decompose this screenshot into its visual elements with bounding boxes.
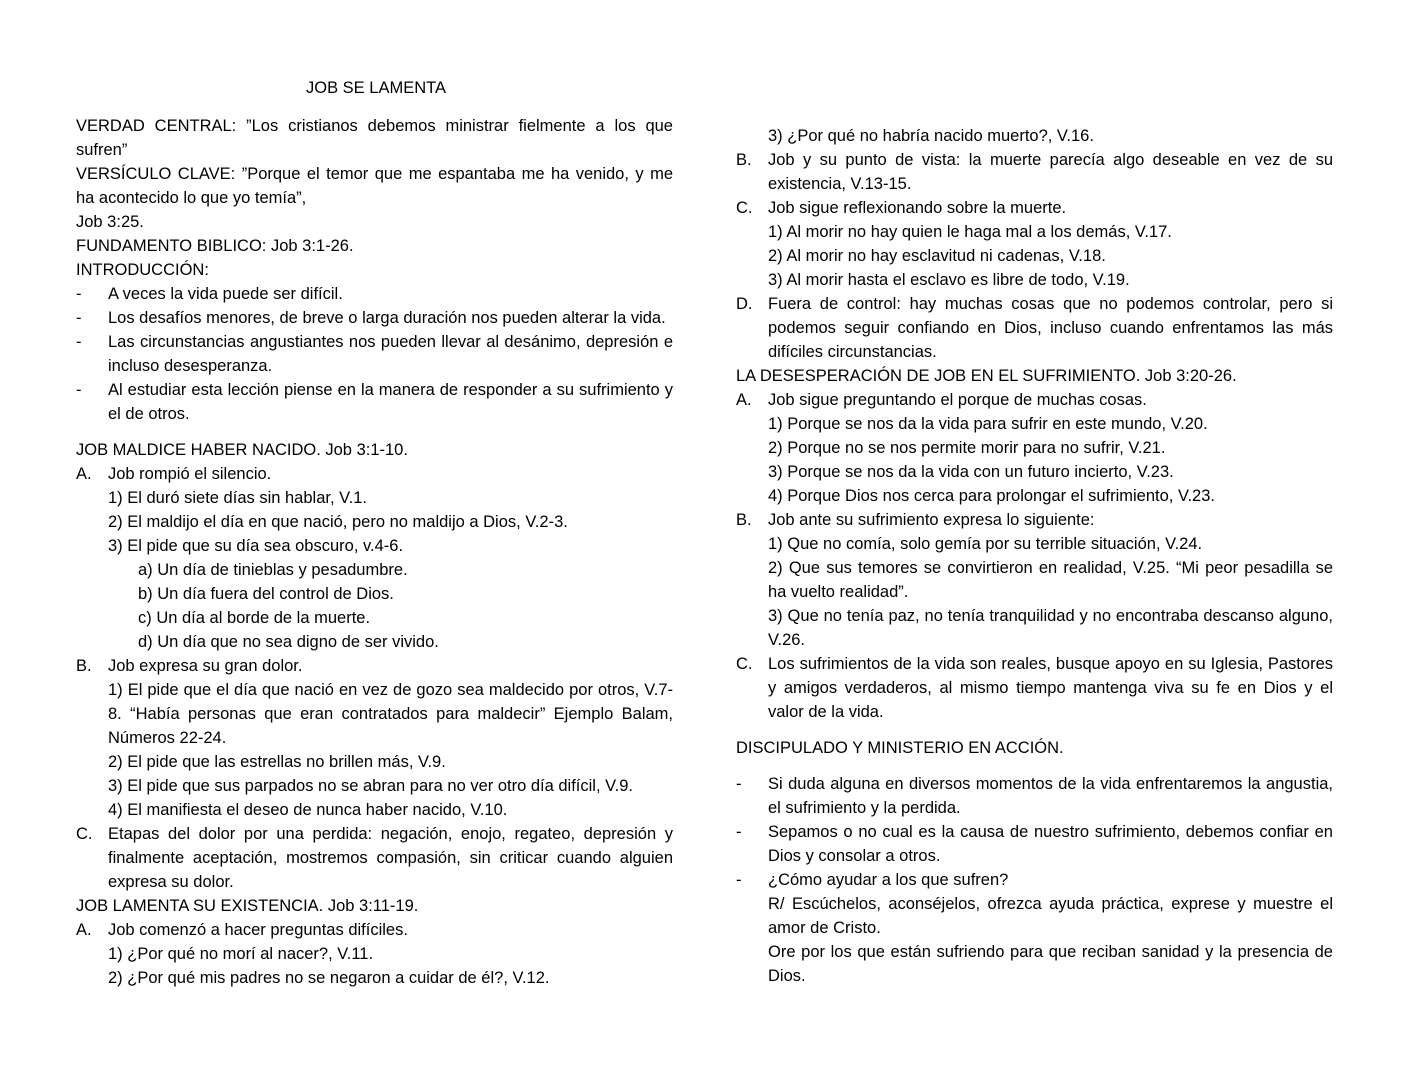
left-column: [76, 114, 673, 990]
section-heading: DISCIPULADO Y MINISTERIO EN ACCIÓN.: [736, 739, 1064, 757]
list-subitem: 4) Porque Dios nos cerca para prolongar el sufrimiento, V.23.: [768, 487, 1215, 505]
biblical-foundation: FUNDAMENTO BIBLICO: Job 3:1-26.: [76, 237, 354, 255]
list-subsubitem: a) Un día de tinieblas y pesadumbre.: [138, 561, 408, 579]
section-heading: LA DESESPERACIÓN DE JOB EN EL SUFRIMIENTO. Job 3:20-26.: [736, 367, 1237, 385]
list-item: A. Job comenzó a hacer preguntas difíciles.: [76, 921, 408, 939]
list-subitem: 3) Al morir hasta el esclavo es libre de todo, V.19.: [768, 271, 1130, 289]
list-subitem: 2) Al morir no hay esclavitud ni cadenas, V.18.: [768, 247, 1106, 265]
document-title: JOB SE LAMENTA: [306, 79, 446, 97]
central-truth: VERDAD CENTRAL: ”Los cristianos debemos ministrar fielmente a los que sufren”: [76, 117, 673, 159]
list-item: A. Job sigue preguntando el porque de muchas cosas.: [736, 391, 1147, 409]
list-subsubitem: b) Un día fuera del control de Dios.: [138, 585, 394, 603]
list-item: C. Job sigue reflexionando sobre la muerte.: [736, 199, 1067, 217]
list-item: B. Job ante su sufrimiento expresa lo siguiente:: [736, 511, 1095, 529]
list-subitem: 1) ¿Por qué no morí al nacer?, V.11.: [108, 945, 374, 963]
list-item: B. Job expresa su gran dolor.: [76, 657, 303, 675]
list-item: B. Job y su punto de vista: la muerte parecía algo deseable en vez de su existencia, V.13-15.: [736, 151, 1333, 193]
list-subitem: 1) Porque se nos da la vida para sufrir en este mundo, V.20.: [768, 415, 1208, 433]
list-subsubitem: d) Un día que no sea digno de ser vivido.: [138, 633, 439, 651]
list-subitem: 2) El maldijo el día en que nació, pero no maldijo a Dios, V.2-3.: [108, 513, 568, 531]
list-item: - Al estudiar esta lección piense en la manera de responder a su sufrimiento y el de otros.: [76, 381, 673, 423]
list-subitem: 2) Que sus temores se convirtieron en realidad, V.25. “Mi peor pesadilla se ha vuelto realidad”.: [768, 559, 1333, 601]
list-subitem: 3) El pide que su día sea obscuro, v.4-6.: [108, 537, 404, 555]
list-item: - Sepamos o no cual es la causa de nuestro sufrimiento, debemos confiar en Dios y consolar a otros.: [736, 823, 1333, 865]
list-subitem: 1) Al morir no hay quien le haga mal a los demás, V.17.: [768, 223, 1172, 241]
key-verse: VERSÍCULO CLAVE: ”Porque el temor que me espantaba me ha venido, y me ha acontecido lo que yo temía”,: [76, 165, 673, 207]
list-subitem: 3) El pide que sus parpados no se abran para no ver otro día difícil, V.9.: [108, 777, 633, 795]
list-item: A. Job rompió el silencio.: [76, 465, 272, 483]
list-item: C. Etapas del dolor por una perdida: negación, enojo, regateo, depresión y finalmente aceptación, mostremos compasión, sin criticar cuando alguien expresa su dolor.: [76, 825, 673, 891]
section-heading: JOB LAMENTA SU EXISTENCIA. Job 3:11-19.: [76, 897, 419, 915]
list-item: - ¿Cómo ayudar a los que sufren?: [736, 871, 1009, 889]
list-subitem: 4) El manifiesta el deseo de nunca haber nacido, V.10.: [108, 801, 508, 819]
list-subitem: 2) ¿Por qué mis padres no se negaron a cuidar de él?, V.12.: [108, 969, 550, 987]
list-subitem: 1) El duró siete días sin hablar, V.1.: [108, 489, 367, 507]
list-item: - A veces la vida puede ser difícil.: [76, 285, 343, 303]
list-item: C. Los sufrimientos de la vida son reales, busque apoyo en su Iglesia, Pastores y amigos verdaderos, al mismo tiempo mantenga viva su fe en Dios y el valor de la vida.: [736, 655, 1333, 721]
list-subsubitem: c) Un día al borde de la muerte.: [138, 609, 371, 627]
list-subitem: 2) El pide que las estrellas no brillen más, V.9.: [108, 753, 446, 771]
list-subitem: 3) Porque se nos da la vida con un futuro incierto, V.23.: [768, 463, 1174, 481]
prayer-text: Ore por los que están sufriendo para que reciban sanidad y la presencia de Dios.: [768, 943, 1333, 985]
answer-text: R/ Escúchelos, aconséjelos, ofrezca ayuda práctica, exprese y muestre el amor de Cristo.: [768, 895, 1333, 937]
section-heading: JOB MALDICE HABER NACIDO. Job 3:1-10.: [76, 441, 408, 459]
list-subitem: 3) Que no tenía paz, no tenía tranquilidad y no encontraba descanso alguno, V.26.: [768, 607, 1333, 649]
introduction-heading: INTRODUCCIÓN:: [76, 261, 209, 279]
list-subitem: 3) ¿Por qué no habría nacido muerto?, V.16.: [768, 127, 1094, 145]
list-item: - Las circunstancias angustiantes nos pueden llevar al desánimo, depresión e incluso desesperanza.: [76, 333, 673, 375]
list-item: - Si duda alguna en diversos momentos de la vida enfrentaremos la angustia, el sufrimiento y la perdida.: [736, 775, 1333, 817]
list-item: - Los desafíos menores, de breve o larga duración nos pueden alterar la vida.: [76, 309, 666, 327]
list-subitem: 1) El pide que el día que nació en vez de gozo sea maldecido por otros, V.7-8. “Había personas que eran contratados para maldecir” Ejemplo Balam, Números 22-24.: [108, 681, 673, 747]
list-subitem: 2) Porque no se nos permite morir para no sufrir, V.21.: [768, 439, 1166, 457]
key-verse-reference: Job 3:25.: [76, 213, 144, 231]
list-subitem: 1) Que no comía, solo gemía por su terrible situación, V.24.: [768, 535, 1203, 553]
list-item: D. Fuera de control: hay muchas cosas que no podemos controlar, pero si podemos seguir confiando en Dios, incluso cuando enfrentamos las más difíciles circunstancias.: [736, 295, 1333, 361]
right-column: [736, 124, 1333, 988]
